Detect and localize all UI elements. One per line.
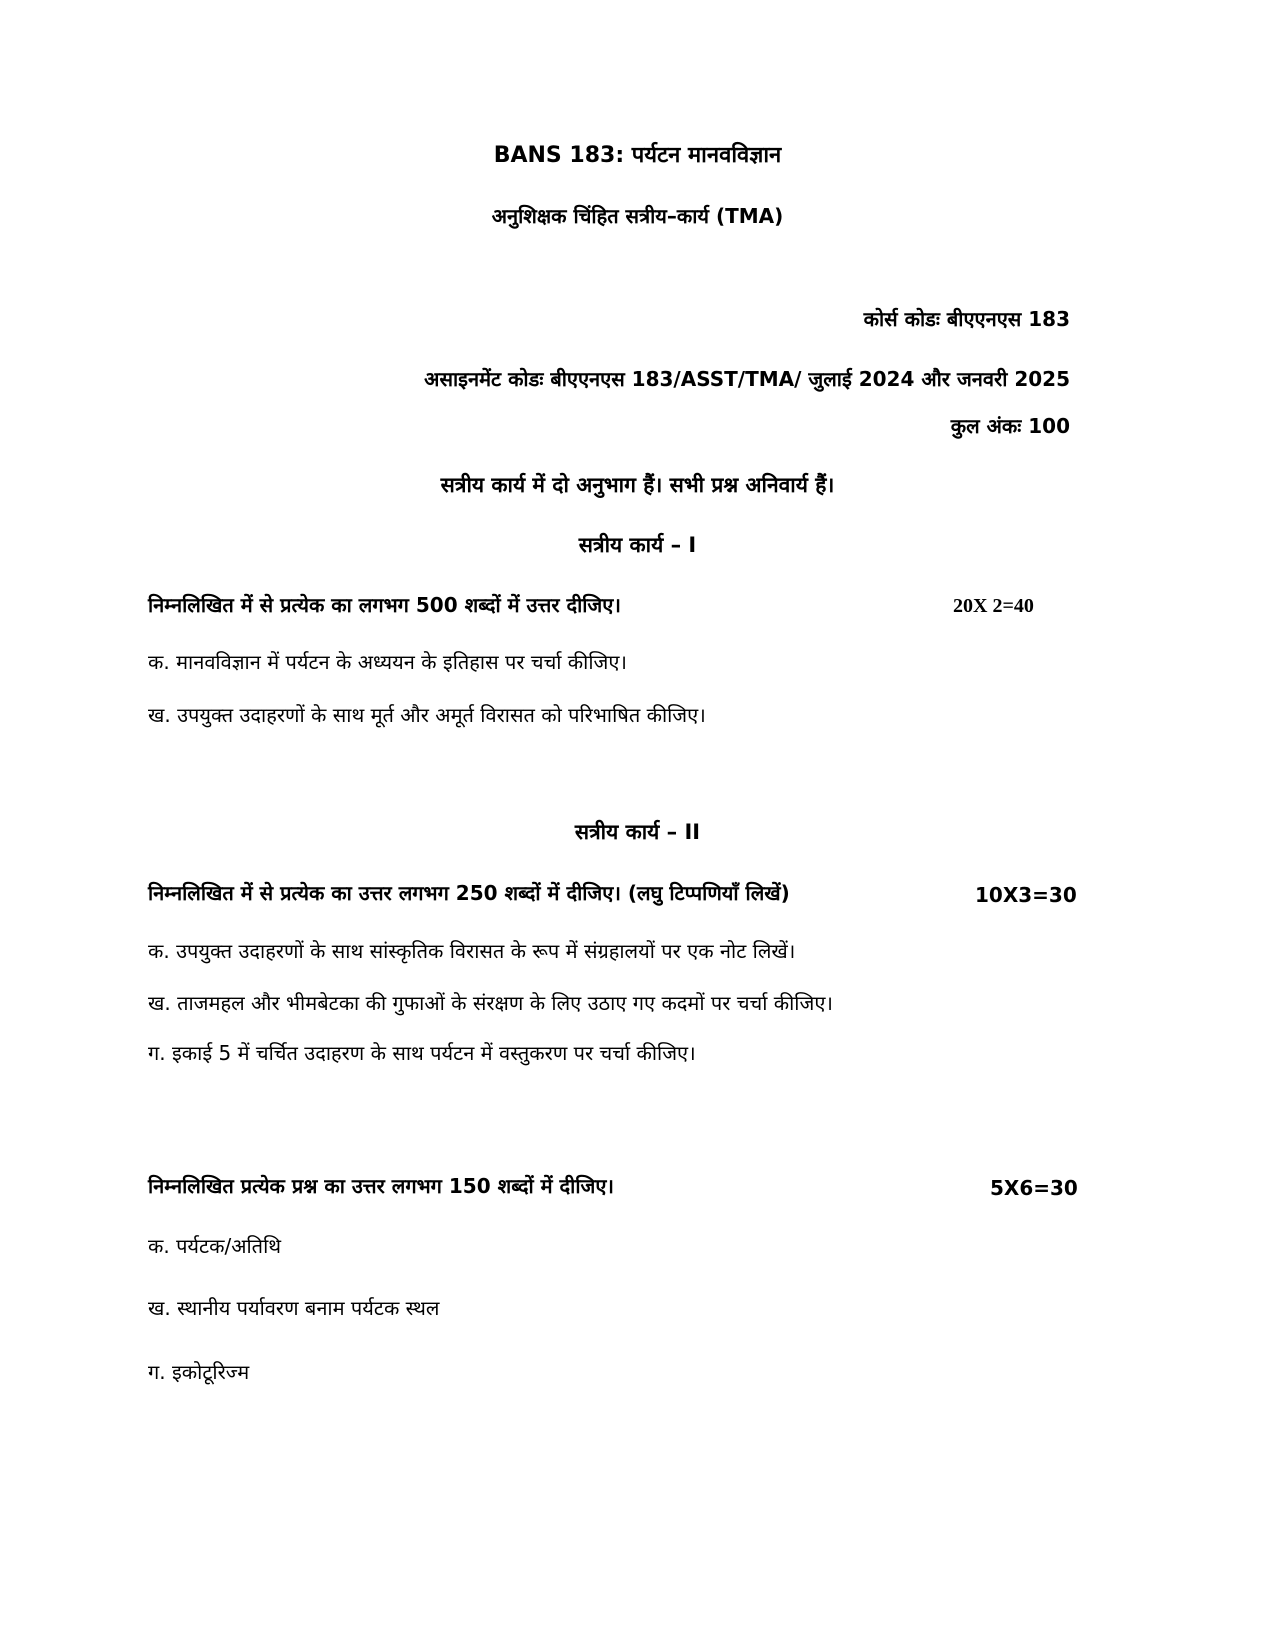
- section-2-question: ख. ताजमहल और भीमबेटका की गुफाओं के संरक्षण के लिए उठाए गए कदमों पर चर्चा कीजिए।: [148, 991, 833, 1015]
- section-2-marks: 10X3=30: [975, 883, 1077, 907]
- section-2-title: सत्रीय कार्य – II: [574, 820, 701, 844]
- section-1-question: ख. उपयुक्त उदाहरणों के साथ मूर्त और अमूर्त विरासत को परिभाषित कीजिए।: [148, 703, 706, 727]
- section-3-instruction: निम्नलिखित प्रत्येक प्रश्न का उत्तर लगभग 150 शब्दों में दीजिए।: [148, 1174, 614, 1198]
- assignment-subtitle: अनुशिक्षक चिंहित सत्रीय–कार्य (TMA): [491, 204, 784, 228]
- course-code: कोर्स कोडः बीएएनएस 183: [863, 307, 1070, 331]
- section-1-instruction: निम्नलिखित में से प्रत्येक का लगभग 500 शब्दों में उत्तर दीजिए।: [148, 593, 621, 617]
- section-3-question: ग. इकोटूरिज्म: [148, 1360, 250, 1384]
- section-3-marks: 5X6=30: [990, 1176, 1078, 1200]
- section-1-question: क. मानवविज्ञान में पर्यटन के अध्ययन के इतिहास पर चर्चा कीजिए।: [148, 650, 628, 674]
- assignment-code: असाइनमेंट कोडः बीएएनएस 183/ASST/TMA/ जुलाई 2024 और जनवरी 2025: [424, 367, 1070, 391]
- section-2-instruction: निम्नलिखित में से प्रत्येक का उत्तर लगभग 250 शब्दों में दीजिए। (लघु टिप्पणियाँ लिखें): [148, 881, 790, 905]
- section-3-question: ख. स्थानीय पर्यावरण बनाम पर्यटक स्थल: [148, 1296, 440, 1320]
- section-2-question: क. उपयुक्त उदाहरणों के साथ सांस्कृतिक विरासत के रूप में संग्रहालयों पर एक नोट लिखें।: [148, 939, 796, 963]
- total-marks: कुल अंकः 100: [950, 414, 1070, 438]
- section-1-title: सत्रीय कार्य – I: [578, 533, 697, 557]
- section-3-question: क. पर्यटक/अतिथि: [148, 1234, 282, 1258]
- general-instructions: सत्रीय कार्य में दो अनुभाग हैं। सभी प्रश्न अनिवार्य हैं।: [440, 473, 835, 497]
- section-1-marks: 20X 2=40: [953, 595, 1034, 617]
- section-2-question: ग. इकाई 5 में चर्चित उदाहरण के साथ पर्यटन में वस्तुकरण पर चर्चा कीजिए।: [148, 1041, 696, 1065]
- course-title: BANS 183: पर्यटन मानवविज्ञान: [493, 143, 782, 168]
